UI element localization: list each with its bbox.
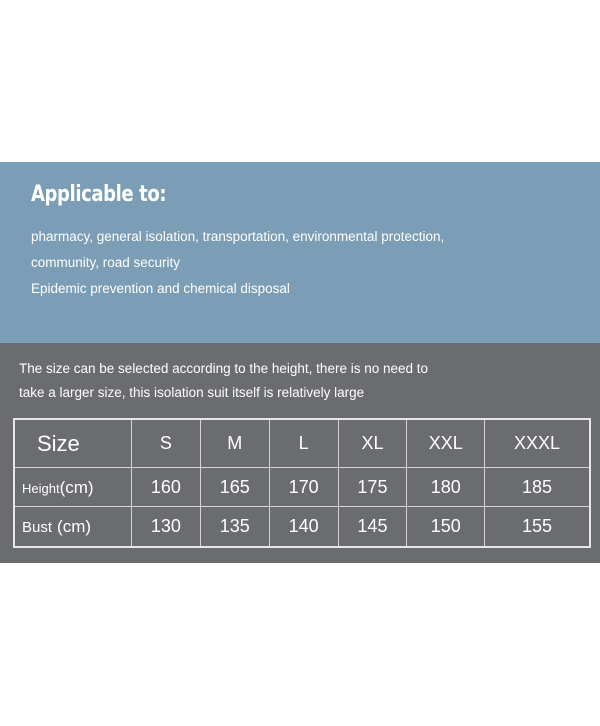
applicable-line-1: pharmacy, general isolation, transportation, environmental protection, [31,229,445,244]
size-note-line-1: The size can be selected according to the height, there is no need to [19,361,429,376]
bust-cell: 135 [200,507,269,547]
bust-cell: 140 [269,507,338,547]
height-cell: 165 [200,468,269,507]
bust-unit: (cm) [57,517,92,537]
size-cell: XL [338,419,407,468]
height-unit: (cm) [59,477,94,497]
applicable-title: Applicable to: [31,182,167,207]
applicable-panel [0,162,600,343]
height-cell: 180 [407,468,485,507]
applicable-line-3: Epidemic prevention and chemical disposal [31,281,290,296]
height-label: Height [22,480,60,496]
bust-cell: 150 [407,507,485,547]
size-cell: S [132,419,201,468]
size-header-label: Size [14,419,132,468]
size-panel [0,343,600,563]
size-table [13,418,591,548]
bust-label: Bust [22,519,53,537]
bust-row [14,507,590,547]
size-cell: XXL [407,419,485,468]
size-note-line-2: take a larger size, this isolation suit itself is relatively large [19,385,365,400]
applicable-line-2: community, road security [31,255,181,270]
bust-row-label [14,507,132,547]
size-cell: L [269,419,338,468]
size-cell: M [200,419,269,468]
height-cell: 175 [338,468,407,507]
size-header-row [14,419,590,468]
height-row [14,468,590,507]
height-cell: 185 [485,468,590,507]
size-cell: XXXL [485,419,590,468]
bust-cell: 145 [338,507,407,547]
height-cell: 160 [132,468,201,507]
bust-cell: 155 [485,507,590,547]
height-cell: 170 [269,468,338,507]
bust-cell: 130 [132,507,201,547]
height-row-label [14,468,132,507]
